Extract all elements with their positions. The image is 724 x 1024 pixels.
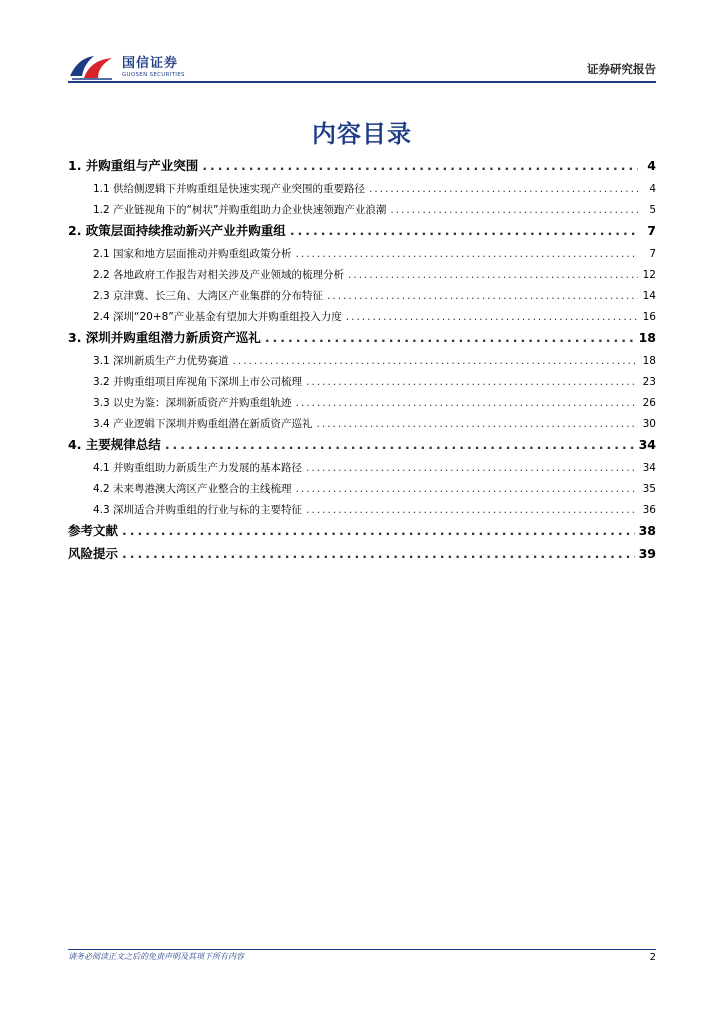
toc-entry-title: 1.2 产业链视角下的“树状”并购重组助力企业快速领跑产业浪潮 <box>93 204 387 216</box>
toc-entry-title: 4.2 未来粤港澳大湾区产业整合的主线梳理 <box>93 483 292 495</box>
toc-section-entry[interactable] <box>68 307 656 328</box>
toc-entry-page: 38 <box>638 523 656 538</box>
toc-leader-dots <box>306 500 638 521</box>
toc-entry-page: 35 <box>642 483 656 495</box>
toc-entry-title: 2.2 各地政府工作报告对相关涉及产业领域的梳理分析 <box>93 269 345 281</box>
toc-section-entry[interactable] <box>68 393 656 414</box>
toc-leader-dots <box>296 393 638 414</box>
guosen-logo <box>68 50 185 84</box>
toc-chapter-entry[interactable] <box>68 328 656 351</box>
toc-entry-title: 2.1 国家和地方层面推动并购重组政策分析 <box>93 248 292 260</box>
toc-entry-page: 39 <box>638 546 656 561</box>
toc-leader-dots <box>265 328 635 348</box>
toc-entry-title: 1. 并购重组与产业突围 <box>68 158 199 173</box>
footer-divider <box>68 949 656 950</box>
toc-entry-page: 18 <box>638 330 656 345</box>
toc-chapter-entry[interactable] <box>68 221 656 244</box>
page-header <box>68 50 656 84</box>
toc-leader-dots <box>122 521 635 541</box>
toc-section-entry[interactable] <box>68 414 656 435</box>
toc-leader-dots <box>346 307 638 328</box>
toc-section-entry[interactable] <box>68 351 656 372</box>
toc-leader-dots <box>122 544 635 564</box>
toc-leader-dots <box>165 435 635 455</box>
toc-leader-dots <box>306 458 638 479</box>
toc-entry-title: 1.1 供给侧逻辑下并购重组是快速实现产业突围的重要路径 <box>93 183 366 195</box>
toc-leader-dots <box>296 479 638 500</box>
toc-entry-page: 18 <box>642 355 656 367</box>
toc-entry-title: 4.3 深圳适合并购重组的行业与标的主要特征 <box>93 504 303 516</box>
logo-chinese-name: 国信证券 <box>122 55 179 71</box>
toc-leader-dots <box>369 179 638 200</box>
table-of-contents <box>68 156 656 567</box>
toc-entry-title: 3.2 并购重组项目库视角下深圳上市公司梳理 <box>93 376 303 388</box>
toc-section-entry[interactable] <box>68 244 656 265</box>
toc-entry-page: 34 <box>638 437 656 452</box>
toc-entry-page: 4 <box>647 158 656 173</box>
toc-entry-title: 2.4 深圳“20+8”产业基金有望加大并购重组投入力度 <box>93 311 342 323</box>
toc-entry-page: 4 <box>649 183 656 195</box>
toc-entry-page: 23 <box>642 376 656 388</box>
toc-entry-page: 7 <box>649 248 656 260</box>
toc-entry-page: 36 <box>642 504 656 516</box>
toc-entry-title: 2. 政策层面持续推动新兴产业并购重组 <box>68 223 286 238</box>
report-type-label: 证券研究报告 <box>587 62 656 76</box>
toc-entry-page: 12 <box>642 269 656 281</box>
toc-entry-page: 26 <box>642 397 656 409</box>
page-title: 内容目录 <box>312 120 412 148</box>
toc-section-entry[interactable] <box>68 479 656 500</box>
toc-section-entry[interactable] <box>68 372 656 393</box>
toc-section-entry[interactable] <box>68 458 656 479</box>
toc-entry-title: 参考文献 <box>68 523 119 538</box>
toc-leader-dots <box>390 200 638 221</box>
toc-chapter-entry[interactable] <box>68 544 656 567</box>
toc-entry-title: 2.3 京津冀、长三角、大湾区产业集群的分布特征 <box>93 290 324 302</box>
toc-section-entry[interactable] <box>68 179 656 200</box>
toc-entry-page: 7 <box>647 223 656 238</box>
toc-entry-page: 16 <box>642 311 656 323</box>
toc-entry-page: 30 <box>642 418 656 430</box>
toc-leader-dots <box>327 286 638 307</box>
toc-entry-title: 3.1 深圳新质生产力优势赛道 <box>93 355 229 367</box>
toc-leader-dots <box>348 265 638 286</box>
toc-entry-title: 3.3 以史为鉴：深圳新质资产并购重组轨迹 <box>93 397 292 409</box>
toc-leader-dots <box>290 221 638 241</box>
guosen-logo-icon <box>68 52 116 82</box>
header-divider <box>68 81 656 83</box>
toc-entry-title: 风险提示 <box>68 546 119 561</box>
toc-entry-title: 4. 主要规律总结 <box>68 437 161 452</box>
footer-disclaimer: 请务必阅读正文之后的免责声明及其项下所有内容 <box>68 952 244 961</box>
logo-english-name: GUOSEN SECURITIES <box>122 71 185 78</box>
toc-leader-dots <box>306 372 638 393</box>
toc-chapter-entry[interactable] <box>68 435 656 458</box>
toc-leader-dots <box>317 414 638 435</box>
toc-section-entry[interactable] <box>68 265 656 286</box>
toc-entry-title: 3.4 产业逻辑下深圳并购重组潜在新质资产巡礼 <box>93 418 313 430</box>
toc-entry-title: 3. 深圳并购重组潜力新质资产巡礼 <box>68 330 261 345</box>
toc-leader-dots <box>233 351 638 372</box>
toc-entry-page: 34 <box>642 462 656 474</box>
toc-leader-dots <box>202 156 638 176</box>
toc-entry-title: 4.1 并购重组助力新质生产力发展的基本路径 <box>93 462 303 474</box>
toc-entry-page: 14 <box>642 290 656 302</box>
page-number: 2 <box>649 952 656 963</box>
toc-entry-page: 5 <box>649 204 656 216</box>
toc-chapter-entry[interactable] <box>68 156 656 179</box>
toc-leader-dots <box>296 244 638 265</box>
toc-section-entry[interactable] <box>68 200 656 221</box>
toc-section-entry[interactable] <box>68 286 656 307</box>
toc-chapter-entry[interactable] <box>68 521 656 544</box>
toc-section-entry[interactable] <box>68 500 656 521</box>
